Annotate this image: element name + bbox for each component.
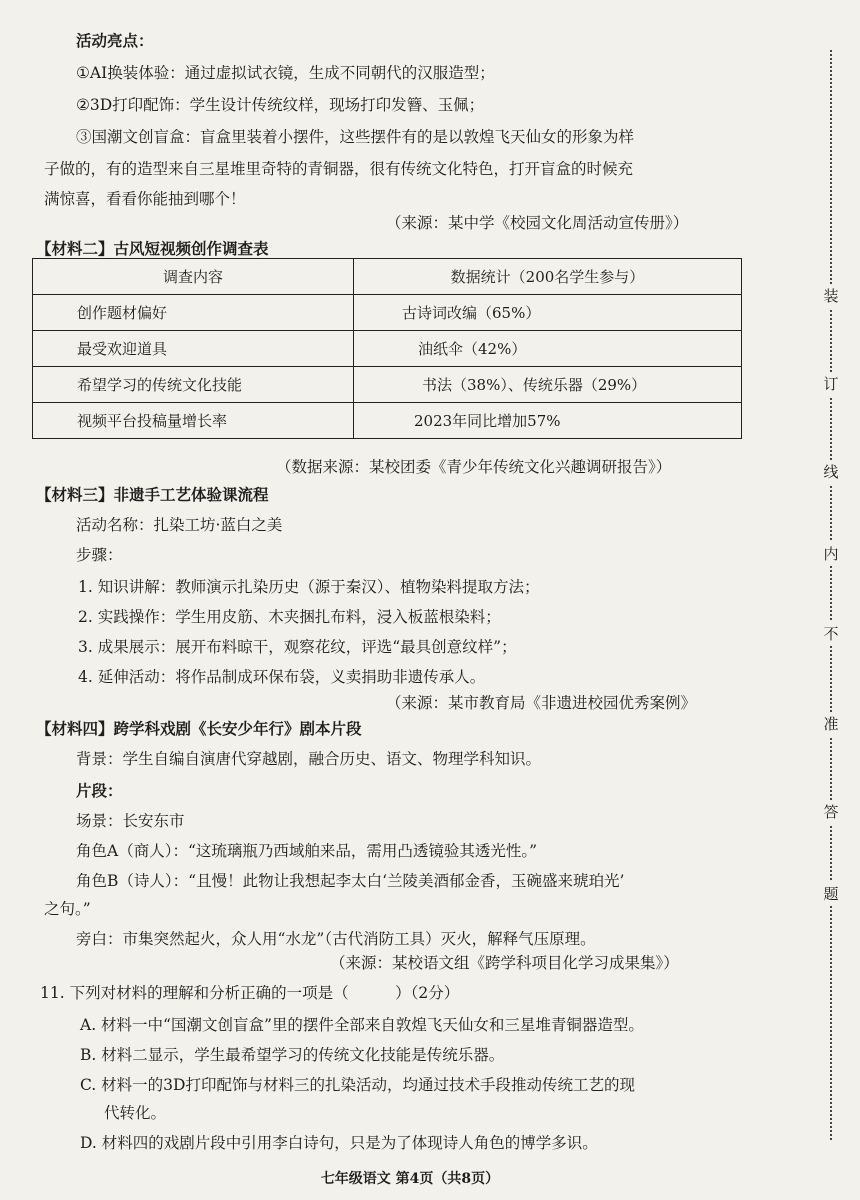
page-footer: 七年级语文 第4页（共8页） xyxy=(320,1171,500,1187)
table-cell: 希望学习的传统文化技能 xyxy=(33,367,354,403)
material3-heading: 【材料三】非遗手工艺体验课流程 xyxy=(36,485,269,504)
binding-char: 答 xyxy=(820,800,842,824)
binding-char: 内 xyxy=(820,542,842,566)
highlight-item-1: ①AI换装体验：通过虚拟试衣镜，生成不同朝代的汉服造型； xyxy=(76,64,495,82)
binding-char: 订 xyxy=(820,372,842,396)
table-header-row xyxy=(33,259,742,295)
binding-char: 准 xyxy=(820,712,842,736)
table-row xyxy=(33,403,742,439)
role-b-line2: 之句。” xyxy=(44,900,91,918)
highlight-item-3-line2: 子做的，有的造型来自三星堆里奇特的青铜器，很有传统文化特色，打开盲盒的时候充 xyxy=(44,160,634,178)
highlight-item-3-line1: ③国潮文创盲盒：盲盒里装着小摆件，这些摆件有的是以敦煌飞天仙女的形象为样 xyxy=(76,128,635,146)
option-c-line1: C. 材料一的3D打印配饰与材料三的扎染活动，均通过技术手段推动传统工艺的现 xyxy=(80,1076,635,1094)
highlight-item-3-line3: 满惊喜，看看你能抽到哪个！ xyxy=(44,190,246,208)
table-row xyxy=(33,367,742,403)
step-item: 4. 延伸活动：将作品制成环保布袋，义卖捐助非遗传承人。 xyxy=(78,668,486,686)
option-a: A. 材料一中“国潮文创盲盒”里的摆件全部来自敦煌飞天仙女和三星堆青铜器造型。 xyxy=(80,1016,644,1034)
material1-source: （来源：某中学《校园文化周活动宣传册》） xyxy=(386,214,689,232)
question-11-stem: 11. 下列对材料的理解和分析正确的一项是（ ）（2分） xyxy=(40,984,460,1002)
option-d: D. 材料四的戏剧片段中引用李白诗句，只是为了体现诗人角色的博学多识。 xyxy=(80,1134,598,1152)
table-cell: 创作题材偏好 xyxy=(33,295,354,331)
aside-line: 旁白：市集突然起火，众人用“水龙”（古代消防工具）灭火，解释气压原理。 xyxy=(76,930,596,948)
step-item: 3. 成果展示：展开布料晾干，观察花纹，评选“最具创意纹样”； xyxy=(78,638,517,656)
binding-char: 线 xyxy=(820,460,842,484)
step-item: 2. 实践操作：学生用皮筋、木夹捆扎布料，浸入板蓝根染料； xyxy=(78,608,501,626)
binding-char: 装 xyxy=(820,284,842,308)
binding-dotted-line xyxy=(830,50,832,1140)
table-cell: 古诗词改编（65%） xyxy=(354,295,742,331)
table-header-cell: 调查内容 xyxy=(33,259,354,295)
binding-char: 题 xyxy=(820,882,842,906)
fragment-label: 片段： xyxy=(76,781,123,800)
material4-source: （来源：某校语文组《跨学科项目化学习成果集》） xyxy=(330,954,679,972)
role-b-line1: 角色B（诗人）：“且慢！此物让我想起李太白‘兰陵美酒郁金香，玉碗盛来琥珀光’ xyxy=(76,872,625,890)
role-a-line: 角色A（商人）：“这琉璃瓶乃西域舶来品，需用凸透镜验其透光性。” xyxy=(76,842,538,860)
table-cell: 油纸伞（42%） xyxy=(354,331,742,367)
binding-char: 不 xyxy=(820,622,842,646)
activity-name: 活动名称：扎染工坊·蓝白之美 xyxy=(76,516,283,534)
table-cell: 最受欢迎道具 xyxy=(33,331,354,367)
drama-background: 背景：学生自编自演唐代穿越剧，融合历史、语文、物理学科知识。 xyxy=(76,750,542,768)
material2-source: （数据来源：某校团委《青少年传统文化兴趣调研报告》） xyxy=(276,458,672,476)
option-b: B. 材料二显示，学生最希望学习的传统文化技能是传统乐器。 xyxy=(80,1046,505,1064)
highlight-item-2: ②3D打印配饰：学生设计传统纹样，现场打印发簪、玉佩； xyxy=(76,96,485,114)
table-cell: 2023年同比增加57% xyxy=(354,403,742,439)
table-cell: 视频平台投稿量增长率 xyxy=(33,403,354,439)
survey-table xyxy=(32,258,742,439)
material4-heading: 【材料四】跨学科戏剧《长安少年行》剧本片段 xyxy=(36,719,362,738)
option-c-line2: 代转化。 xyxy=(104,1104,167,1122)
material2-heading: 【材料二】古风短视频创作调查表 xyxy=(36,239,269,258)
table-row xyxy=(33,331,742,367)
highlights-label: 活动亮点： xyxy=(76,31,154,50)
table-cell: 书法（38%）、传统乐器（29%） xyxy=(354,367,742,403)
material3-source: （来源：某市教育局《非遗进校园优秀案例》 xyxy=(386,694,697,712)
table-row xyxy=(33,295,742,331)
steps-label: 步骤： xyxy=(76,546,123,564)
step-item: 1. 知识讲解：教师演示扎染历史（源于秦汉）、植物染料提取方法； xyxy=(78,578,540,596)
table-header-cell: 数据统计（200名学生参与） xyxy=(354,259,742,295)
drama-scene: 场景：长安东市 xyxy=(76,812,185,830)
